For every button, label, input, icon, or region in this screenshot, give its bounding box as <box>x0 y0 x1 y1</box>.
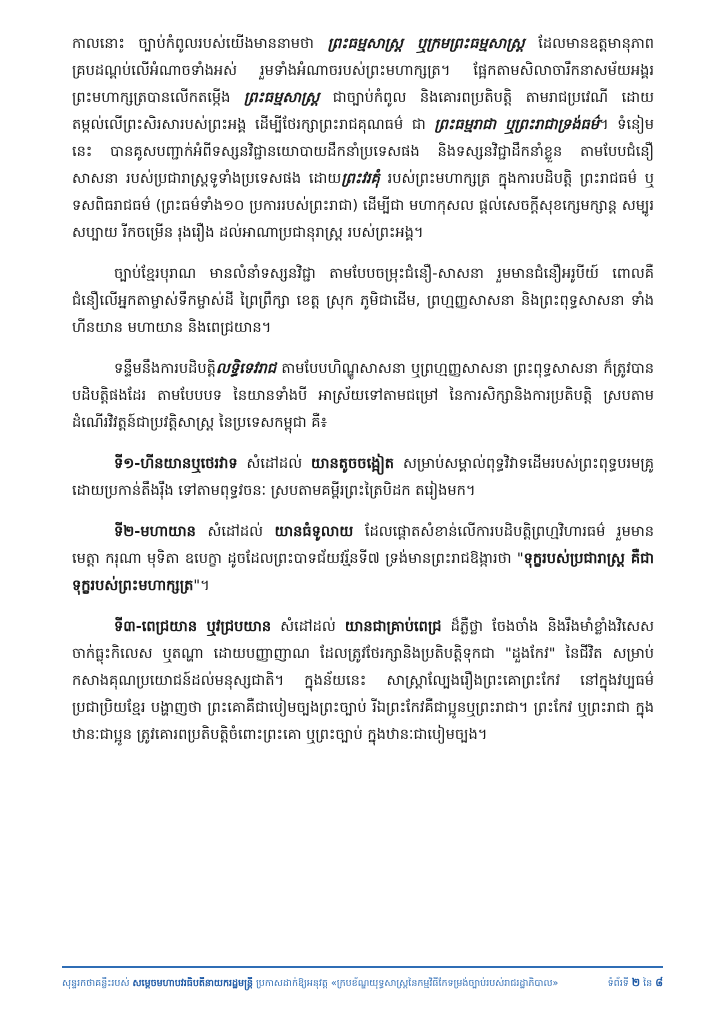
paragraph-text: របស់ព្រះមហាក្សត្រ ក្នុងការបដិបត្តិ ព្រះរាជធម៌ ឬ ទសពិធរាជធម៌ (ព្រះធម៌ទាំង១០ ប្រការរបស់ព្រះរាជា) ដើម្បីជា មហាកុសល ផ្តល់សេចក្តីសុខក្សេមក្សាន្ត សម្បូរសប្បាយ រីកចម្រើន រុងរឿង ដល់អាណាប្រជានុរាស្ត្រ របស់ព្រះអង្គ។ <box>72 170 654 241</box>
paragraph-6 <box>72 613 654 748</box>
document-body <box>72 30 654 762</box>
footer-rest: ប្រកាសដាក់ឱ្យអនុវត្ត «ក្របខ័ណ្ឌយុទ្ធសាស្ត្រនៃកម្មវិធីកែទម្រង់ច្បាប់របស់រាជរដ្ឋាភិបាល» <box>252 978 559 989</box>
emphasized-term: ព្រះធម្មរាជា ឬព្រះរាជាទ្រង់ធម៌ <box>434 116 599 133</box>
paragraph-text: ។ ទំនៀមនេះ បានគូសបញ្ជាក់អំពីទស្សនវិជ្ជានយោបាយដឹកនាំប្រទេសផង និងទស្សនវិជ្ជាដឹកនាំខ្លួន តាមបែបជំនឿសាសនា របស់ប្រជារាស្ត្រទូទាំងប្រទេសផង ដោយ <box>72 116 654 187</box>
paragraph-text: ដ៏ភ្លឺថ្លា ចែងចាំង និងរឹងមាំខ្លាំងវិសេស ចាក់ធ្លុះកិលេស ឬតណ្ហា ដោយបញ្ញាញាណ ដែលត្រូវថែរក្សានិងប្រតិបត្តិទុកជា "ដួងកែវ" នៃជីវិត សម្រាប់កសាងគុណប្រយោជន៍ដល់មនុស្សជាតិ។ ក្នុងន័យនេះ សាស្ត្រាល្បែងរឿងព្រះគោព្រះកែវ នៅក្នុងវប្បធម៌ប្រជាប្រិយខ្មែរ បង្ហាញថា ព្រះគោគឺជាបៀមច្បងព្រះច្បាប់ រីឯព្រះកែវគឺជាប្អូនឬព្រះរាជា។ ព្រះកែវ ឬព្រះរាជា ក្នុងឋានៈជាប្អូន ត្រូវគោរពប្រតិបត្តិចំពោះព្រះគោ ឬព្រះច្បាប់ ក្នុងឋានៈជាបៀមច្បង។ <box>72 618 654 743</box>
paragraph-text: តាមបែបហិណ្ឌូសាសនា ឬព្រហ្មញ្ញសាសនា ព្រះពុទ្ធសាសនា ក៏ត្រូវបានបដិបត្តិផងដែរ តាមបែបបទ នៃយានទាំងបី អាស្រ័យទៅតាមជម្រៅ នៃការសិក្សានិងការប្រតិបត្តិ ស្របតាមដំណើរវិវត្តន៍ជាប្រវត្តិសាស្ត្រ នៃប្រទេសកម្ពុជា គឺ៖ <box>72 360 654 431</box>
paragraph-text: "។ <box>193 577 210 594</box>
page-label: ទំព័រទី <box>607 978 632 989</box>
paragraph-text: សំដៅដល់ <box>271 618 345 635</box>
paragraph-3 <box>72 355 654 436</box>
emphasized-term: ព្រះធម្មសាស្ត្រ <box>243 89 320 106</box>
paragraph-text: ច្បាប់ខ្មែរបុរាណ មានលំនាំទស្សនវិជ្ជា តាមបែបចម្រុះជំនឿ-សាសនា រួមមានជំនឿអរូបីយ៍ ពោលគឺជំនឿលើអ្នកតាម្ចាស់ទឹកម្ចាស់ដី ព្រៃព្រឹក្សា ខេត្ត ស្រុក ភូមិជាដើម, ព្រហ្មញ្ញសាសនា និងព្រះពុទ្ធសាសនា ទាំងហីនយាន មហាយាន និងពេជ្រយាន។ <box>72 265 654 336</box>
page-separator: នៃ <box>640 978 656 989</box>
page-number <box>608 976 663 992</box>
paragraph-5 <box>72 518 654 599</box>
paragraph-text: ដែលផ្តោតសំខាន់លើការបដិបត្តិព្រហ្មវិហារធម៌ រួមមាន មេត្តា ករុណា មុទិតា ឧបេក្ខា ដូចដែលព្រះបាទជ័យវរ្ម័នទី៧ ទ្រង់មានព្រះរាជឱង្ការថា " <box>72 523 654 567</box>
paragraph-2 <box>72 260 654 341</box>
footer-prefix: សុន្ទរកថាគន្លឹះរបស់ <box>62 978 133 989</box>
paragraph-text: ជាច្បាប់កំពូល និងគោរពប្រតិបត្តិ តាមរាជប្រវេណី ដោយតម្កល់លើព្រះសិរសារបស់ព្រះអង្គ ដើម្បីថែរក្សាព្រះរាជគុណធម៌ ជា <box>72 89 654 133</box>
bold-term: យានធំទូលាយ <box>274 523 354 540</box>
bold-term: យានជាគ្រាប់ពេជ្រ <box>344 618 442 635</box>
paragraph-text: សម្រាប់សម្គាល់ពុទ្ធវិវាទដើមរបស់ព្រះពុទ្ធបរមគ្រូ ដោយប្រកាន់តឹងរ៉ឹង ទៅតាមពុទ្ធវចនៈ ស្របតាមគម្ពីរព្រះត្រៃបិដក តរៀងមក។ <box>72 455 654 499</box>
footer-brand: សម្តេចមហាបវរធិបតីនាយករដ្ឋមន្ត្រី <box>132 978 253 989</box>
paragraph-text: សំដៅដល់ <box>195 523 275 540</box>
page-footer <box>62 966 663 1004</box>
emphasized-term: ព្រះធម្មសាស្ត្រ ឬក្រមព្រះធម្មសាស្ត្រ <box>327 35 525 52</box>
bold-term: ទី១-ហីនយានឬថេរវាទ <box>114 455 238 472</box>
paragraph-text: សំដៅដល់ <box>237 455 311 472</box>
footer-text-row <box>62 976 663 992</box>
footer-speech-title <box>62 977 558 991</box>
emphasized-term: លទ្ធិទេវរាជ <box>215 360 277 377</box>
bold-term: ទី៣-ពេជ្រយាន ឬវជ្របយាន <box>114 618 272 635</box>
bold-term: យានតូចចង្អៀត <box>310 455 395 472</box>
footer-divider <box>62 966 663 968</box>
paragraph-text: ដែលមានឧត្តមានុភាពគ្របដណ្តប់លើអំណាចទាំងអស់ រួមទាំងអំណាចរបស់ព្រះមហាក្សត្រ។ ផ្អែកតាមសិលាចារឹកនាសម័យអង្គរ ព្រះមហាក្សត្របានលើកតម្កើង <box>72 35 654 106</box>
page-total: ៨ <box>655 976 663 989</box>
paragraph-text: កាលនោះ ច្បាប់កំពូលរបស់យើងមាននាមថា <box>72 35 328 52</box>
bold-term: ទុក្ខរបស់ប្រជារាស្ត្រ គឺជាទុក្ខរបស់ព្រះមហាក្សត្រ <box>72 550 654 594</box>
paragraph-text: ទន្ទឹមនឹងការបដិបត្តិ <box>114 360 216 377</box>
paragraph-4 <box>72 450 654 504</box>
paragraph-1 <box>72 30 654 246</box>
page-current: ២ <box>631 976 641 989</box>
bold-term: ទី២-មហាយាន <box>114 523 196 540</box>
emphasized-term: ព្រះវរគុំ <box>341 170 380 187</box>
